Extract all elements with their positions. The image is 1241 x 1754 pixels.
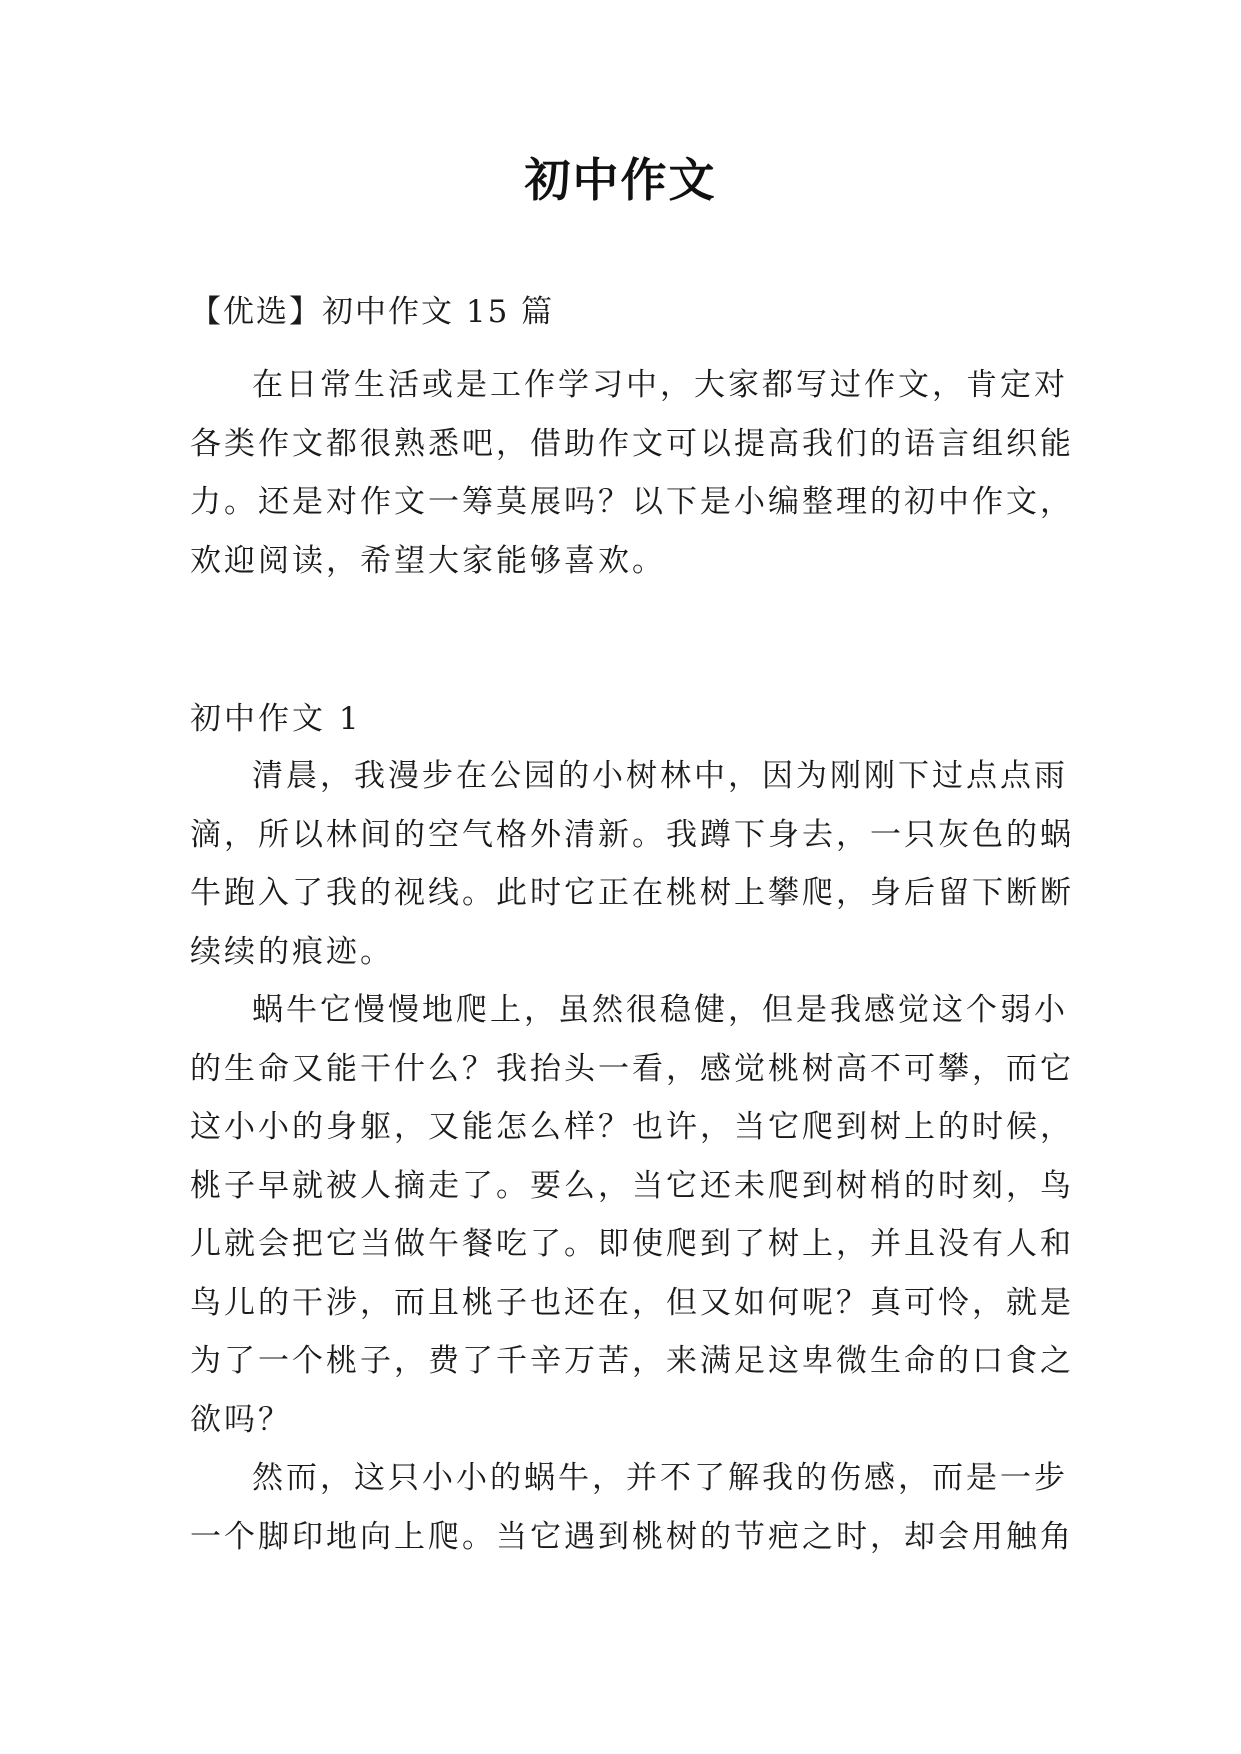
paragraph-line: 鸟儿的干涉，而且桃子也还在，但又如何呢？真可怜，就是 [190, 1284, 1074, 1321]
section-title: 初中作文 1 [190, 701, 362, 737]
intro-line: 各类作文都很熟悉吧，借助作文可以提高我们的语言组织能 [190, 425, 1074, 462]
paragraph-line: 一个脚印地向上爬。当它遇到桃树的节疤之时，却会用触角 [190, 1518, 1074, 1555]
intro-line: 力。还是对作文一筹莫展吗？以下是小编整理的初中作文， [190, 484, 1074, 520]
paragraph-line: 为了一个桃子，费了千辛万苦，来满足这卑微生命的口食之 [190, 1343, 1074, 1379]
paragraph-line: 儿就会把它当做午餐吃了。即使爬到了树上，并且没有人和 [190, 1226, 1074, 1262]
paragraph-line: 牛跑入了我的视线。此时它正在桃树上攀爬，身后留下断断 [190, 875, 1074, 911]
intro-paragraph [190, 356, 1074, 590]
paragraph-line: 蜗牛它慢慢地爬上，虽然很稳健，但是我感觉这个弱小 [252, 992, 1068, 1028]
paragraph-line: 然而，这只小小的蜗牛，并不了解我的伤感，而是一步 [252, 1460, 1068, 1496]
paragraph-line: 这小小的身躯，又能怎么样？也许，当它爬到树上的时候， [190, 1109, 1074, 1145]
essay-paragraph-1 [190, 747, 1074, 981]
paragraph-line: 续续的痕迹。 [190, 933, 394, 970]
essay-paragraph-2 [190, 981, 1074, 1449]
intro-line: 在日常生活或是工作学习中，大家都写过作文，肯定对 [252, 367, 1068, 403]
paragraph-line: 欲吗？ [190, 1401, 292, 1438]
intro-line: 欢迎阅读，希望大家能够喜欢。 [190, 542, 666, 579]
document-title: 初中作文 [524, 153, 717, 207]
paragraph-line: 的生命又能干什么？我抬头一看，感觉桃树高不可攀，而它 [190, 1050, 1074, 1087]
document-subtitle: 【优选】初中作文 15 篇 [190, 294, 555, 330]
paragraph-line: 清晨，我漫步在公园的小树林中，因为刚刚下过点点雨 [252, 758, 1068, 794]
paragraph-line: 滴，所以林间的空气格外清新。我蹲下身去，一只灰色的蜗 [190, 816, 1074, 853]
essay-paragraph-3 [190, 1449, 1074, 1566]
paragraph-line: 桃子早就被人摘走了。要么，当它还未爬到树梢的时刻，鸟 [190, 1167, 1074, 1204]
